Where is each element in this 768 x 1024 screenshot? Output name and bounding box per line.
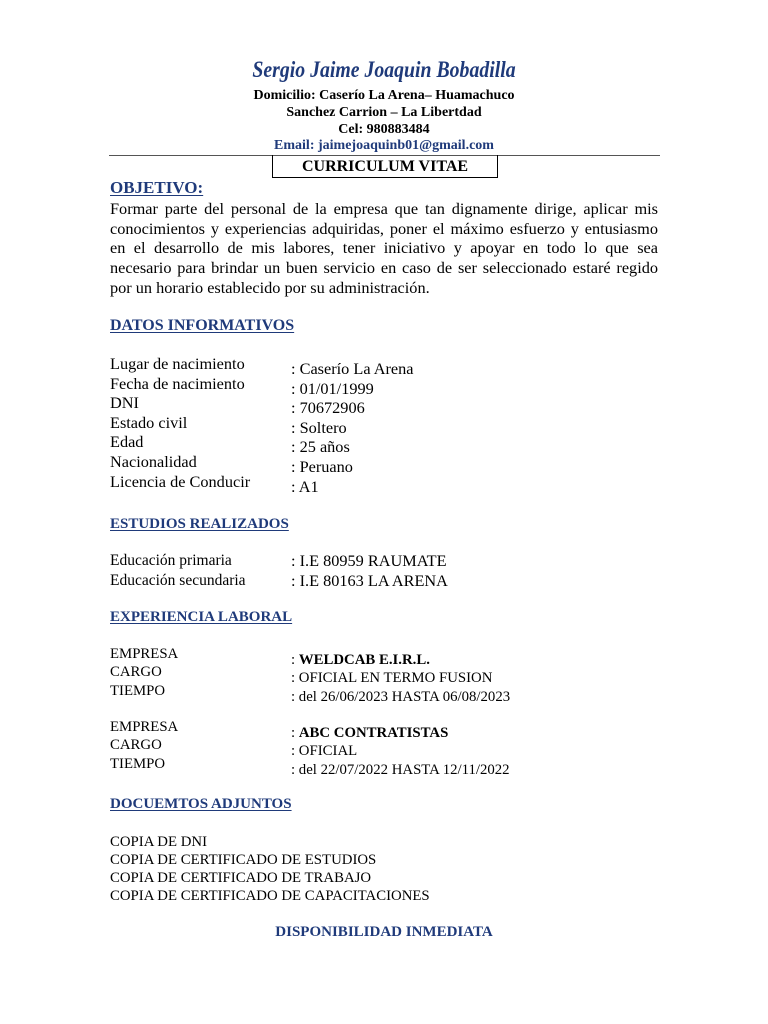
documents-list (110, 833, 430, 905)
job-2-company-label: EMPRESA (110, 719, 179, 735)
job-1-labels (110, 645, 178, 700)
objective-heading: OBJETIVO: (110, 178, 204, 197)
job-1-role: : OFICIAL EN TERMO FUSION (291, 670, 493, 687)
experience-heading: EXPERIENCIA LABORAL (110, 609, 293, 625)
value-age: : 25 años (291, 437, 350, 457)
address-line-2: Sanchez Carrion – La Libertdad (286, 105, 482, 120)
candidate-name: Sergio Jaime Joaquin Bobadilla (252, 57, 516, 82)
job-1-time: : del 26/06/2023 HASTA 06/08/2023 (291, 688, 511, 705)
value-nationality: : Peruano (291, 456, 353, 476)
document-title: CURRICULUM VITAE (272, 155, 498, 178)
job-2-time: : del 22/07/2022 HASTA 12/11/2022 (291, 761, 510, 778)
education-heading: ESTUDIOS REALIZADOS (110, 516, 289, 532)
label-primary-education: Educación primaria (110, 552, 232, 569)
objective-text: Formar parte del personal de la empresa que tan dignamente dirige, aplicar mis conocimientos y experiencias adquiridas, poner el máximo esfuerzo y entusiasmo en el desarrollo de mis labores, tener iniciativo y apoyar en todo lo que sea necesario para brindar un buen servicio en caso de ser seleccionado estaré regido por un horario establecido por su administración. (110, 199, 658, 297)
document-item: COPIA DE CERTIFICADO DE ESTUDIOS (110, 852, 377, 868)
job-2-role: : OFICIAL (291, 743, 358, 760)
personal-data-labels (110, 354, 250, 491)
value-secondary-education: : I.E 80163 LA ARENA (291, 570, 448, 590)
value-civil-status: : Soltero (291, 417, 347, 437)
value-license: : A1 (291, 476, 319, 496)
address-line-1: Domicilio: Caserío La Arena– Huamachuco (253, 88, 515, 103)
job-2-role-label: CARGO (110, 737, 162, 754)
job-2-company: : ABC CONTRATISTAS (291, 725, 449, 741)
value-birthdate: : 01/01/1999 (291, 378, 374, 398)
label-birthplace: Lugar de nacimiento (110, 354, 245, 373)
job-1-time-label: TIEMPO (110, 682, 166, 699)
document-item: COPIA DE DNI (110, 834, 208, 850)
education-values (291, 551, 448, 590)
value-dni: : 70672906 (291, 398, 365, 418)
job-1-company: : WELDCAB E.I.R.L. (291, 652, 430, 668)
document-item: COPIA DE CERTIFICADO DE CAPACITACIONES (110, 888, 430, 904)
label-license: Licencia de Conducir (110, 471, 251, 491)
value-primary-education: : I.E 80959 RAUMATE (291, 551, 447, 570)
label-secondary-education: Educación secundaria (110, 571, 246, 589)
phone-number: Cel: 980883484 (338, 122, 430, 137)
job-1-role-label: CARGO (110, 664, 162, 681)
label-nationality: Nacionalidad (110, 451, 197, 471)
education-labels (110, 551, 246, 590)
label-age: Edad (110, 432, 144, 452)
job-2-time-label: TIEMPO (110, 755, 166, 772)
label-dni: DNI (110, 393, 139, 413)
job-1-values (291, 651, 510, 706)
documents-heading: DOCUEMTOS ADJUNTOS (110, 796, 292, 812)
personal-data-values (291, 359, 414, 496)
job-2-labels (110, 718, 178, 773)
label-birthdate: Fecha de nacimiento (110, 373, 245, 393)
availability-note: DISPONIBILIDAD INMEDIATA (275, 924, 493, 940)
job-1-company-label: EMPRESA (110, 646, 179, 662)
label-civil-status: Estado civil (110, 412, 188, 432)
email-address: Email: jaimejoaquinb01@gmail.com (274, 138, 494, 153)
document-item: COPIA DE CERTIFICADO DE TRABAJO (110, 870, 372, 886)
job-2-values (291, 724, 510, 779)
personal-data-heading: DATOS INFORMATIVOS (110, 317, 295, 334)
value-birthplace: : Caserío La Arena (291, 359, 414, 378)
